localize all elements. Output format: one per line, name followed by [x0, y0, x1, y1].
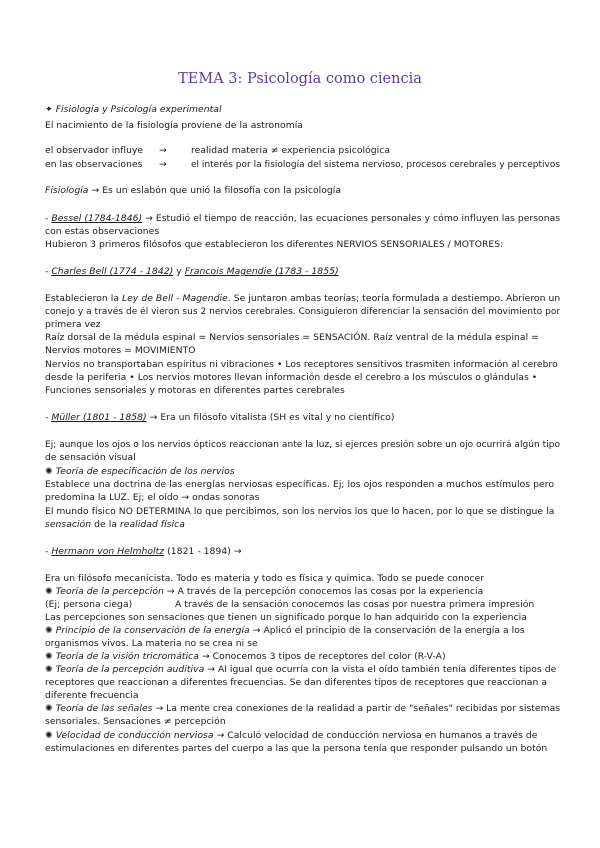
text-line: [45, 546, 242, 558]
text-line: El mundo físico NO DETERMINA lo que percibimos, son los nervios los que lo hacen, por lo que se distingue la: [45, 506, 555, 517]
page-title: TEMA 3: Psicología como ciencia: [178, 71, 422, 87]
text-line: Las percepciones son sensaciones que tienen un significado porque lo han adquirido con la experiencia: [45, 612, 527, 623]
person-name: Francois Magendie (1783 - 1855): [184, 266, 339, 277]
text-line: Ej; aunque los ojos o los nervios ópticos reaccionan ante la luz, si ejerces presión sobre un ojo ocurrirá algún tipo: [45, 439, 561, 450]
term: Teoría de especificación de los nervios: [55, 466, 235, 477]
term: realidad física: [119, 519, 185, 530]
text-span: → La mente crea conexiones de la realidad a partir de "señales" recibidas por sistemas: [152, 703, 561, 714]
text-line: de sensación visual: [45, 452, 136, 463]
text-span: → Conocemos 3 tipos de receptores del color (R-V-A): [198, 651, 446, 662]
text-line: [45, 519, 185, 531]
text-span: Establecieron la: [45, 293, 123, 304]
term: Ley de Bell - Magendie: [122, 293, 228, 304]
text-line: sensoriales. Sensaciones ≠ percepción: [45, 716, 226, 727]
term: Velocidad de conducción nerviosa: [55, 730, 214, 741]
person-name: Hermann von Helmholtz: [51, 546, 165, 557]
text-line: [45, 466, 235, 478]
arrow-icon: →: [159, 145, 167, 156]
dash: -: [45, 546, 52, 557]
text-span: → Aplicó el principio de la conservación de la energía a los: [249, 625, 525, 636]
bullet-icon: ✺: [45, 625, 53, 636]
text-line: desde la periferia • Los nervios motores llevan información desde el cerebro a los músculos o glándulas •: [45, 372, 538, 383]
person-name: Bessel (1784-1846): [51, 213, 143, 224]
text-line: receptores que reaccionan a diferentes frecuencias. Se dan diferentes tipos de receptores que reaccionan a: [45, 677, 548, 688]
arrow-icon: →: [159, 159, 167, 170]
text-line: A través de la sensación conocemos las cosas por nuestra primera impresión: [175, 599, 535, 610]
dash: -: [45, 213, 52, 224]
person-name: Müller (1801 - 1858): [51, 412, 147, 423]
text-span: → A través de la percepción conocemos las cosas por la experiencia: [163, 586, 484, 597]
text-line: Establece una doctrina de las energías nerviosas específicas. Ej; los ojos responden a muchos estímulos pero: [45, 479, 554, 490]
term: Teoría de la percepción auditiva: [55, 664, 205, 675]
term: Teoría de la percepción: [55, 586, 164, 597]
text-span: → Al igual que ocurría con la vista el oído también tenía diferentes tipos de: [204, 664, 557, 675]
text-line: conejo y a través de él vieron sus 2 nervios cerebrales. Consiguieron diferenciar la sensación del movimiento por: [45, 306, 561, 317]
dash: -: [45, 412, 52, 423]
text-line: [45, 730, 537, 742]
term: sensación: [45, 519, 92, 530]
text-line: diferente frecuencia: [45, 690, 139, 701]
text-span: de la: [91, 519, 120, 530]
bullet-icon: ✺: [45, 703, 53, 714]
bullet-icon: ✺: [45, 664, 53, 675]
text-line: el observador influye: [45, 145, 144, 156]
section-heading-fisiologia: ✦ Fisiología y Psicología experimental: [45, 104, 222, 115]
term: Teoría de la visión tricromática: [55, 651, 199, 662]
bullet-icon: ✺: [45, 730, 53, 741]
term: Principio de la conservación de la energía: [55, 625, 250, 636]
text-line: Funciones sensoriales y motoras en diferentes partes cerebrales: [45, 385, 345, 396]
text-line: Raíz dorsal de la médula espinal = Nervios sensoriales = SENSACIÓN. Raíz ventral de la médula espinal =: [45, 332, 539, 343]
text-line: [45, 651, 446, 663]
bullet-icon: ✺: [45, 586, 53, 597]
bullet-icon: ✺: [45, 651, 53, 662]
term: Teoría de las señales: [55, 703, 153, 714]
bullet-icon: ✺: [45, 466, 53, 477]
text-line: Era un filósofo mecanicista. Todo es materia y todo es física y química. Todo se puede conocer: [45, 573, 485, 584]
text-line: [45, 185, 341, 197]
dash: -: [45, 266, 52, 277]
text-line: predomina la LUZ. Ej; el oído → ondas sonoras: [45, 492, 260, 503]
text-line: [45, 213, 560, 225]
text-line: el interés por la fisiología del sistema nervioso, procesos cerebrales y perceptivos: [191, 159, 561, 170]
text-line: en las observaciones: [45, 159, 143, 170]
text-span: → Era un filósofo vitalista (SH es vital y no científico): [146, 412, 395, 423]
person-name: Charles Bell (1774 - 1842): [51, 266, 174, 277]
text-line: primera vez: [45, 319, 101, 330]
text-line: [45, 266, 339, 278]
text-line: organismos vivos. La materia no se crea ni se: [45, 638, 258, 649]
text-line: [45, 703, 560, 715]
text-line: [45, 625, 525, 637]
text-line: (Ej; persona ciega): [45, 599, 133, 610]
text-line: con estas observaciones: [45, 226, 160, 237]
text-span: → Es un eslabón que unió la filosofía con la psicología: [88, 185, 342, 196]
text-span: → Calculó velocidad de conducción nerviosa en humanos a través de: [213, 730, 538, 741]
text-span: → Estudió el tiempo de reacción, las ecuaciones personales y cómo influyen las personas: [142, 213, 561, 224]
text-line: Hubieron 3 primeros filósofos que establecieron los diferentes NERVIOS SENSORIALES / MOTORES:: [45, 239, 504, 250]
text-line: Nervios no transportaban espíritus ni vibraciones • Los receptores sensitivos trasmiten información al cerebro: [45, 359, 558, 370]
term: Fisiología: [45, 185, 89, 196]
text-span: (1821 - 1894) →: [164, 546, 242, 557]
text-line: [45, 412, 395, 424]
text-line: [45, 586, 483, 598]
text-span: y: [173, 266, 185, 277]
text-line: Nervios motores = MOVIMIENTO: [45, 345, 196, 356]
text-line: [45, 664, 556, 676]
text-line: El nacimiento de la fisiología proviene de la astronomía: [45, 120, 303, 131]
text-line: realidad materia ≠ experiencia psicológica: [191, 145, 391, 156]
text-line: [45, 293, 560, 305]
text-span: . Se juntaron ambas teorías; teoría formulada a destiempo. Abrieron un: [227, 293, 561, 304]
text-line: estimulaciones en diferentes partes del cuerpo a las que la persona tenía que responder pulsando un botón: [45, 743, 548, 754]
